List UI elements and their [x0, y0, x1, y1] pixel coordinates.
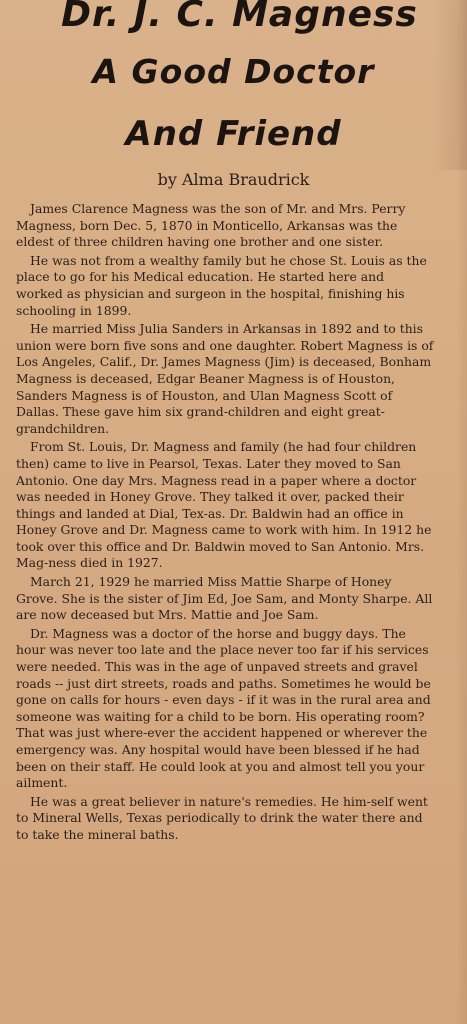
headline-line-3: And Friend: [125, 114, 342, 154]
paragraph-5: March 21, 1929 he married Miss Mattie Sharpe of Honey Grove. She is the sister of Jim Ed, Joe Sam, and Monty Sharpe. All are now deceased but Mrs. Mattie and Joe Sam.: [16, 574, 433, 623]
headline-line-2: A Good Doctor: [92, 52, 375, 91]
byline: by Alma Braudrick: [157, 170, 310, 189]
article-body: [16, 201, 434, 846]
paragraph-2: He was not from a wealthy family but he chose St. Louis as the place to go for his Medical education. He started here and worked as physician and surgeon in the hospital, finishing his schooling in 1899.: [16, 252, 427, 318]
headline-line-1: Dr. J. C. Magness: [61, 0, 418, 35]
paragraph-3: He married Miss Julia Sanders in Arkansas in 1892 and to this union were born five sons and one daughter. Robert Magness is of Los Angeles, Calif., Dr. James Magness (Jim) is deceased, Bonham Magness is deceased, Edgar Beaner Magness is of Houston, Sanders Magness is of Houston, and Ulan Magness Scott of Dallas. These gave him six grand-children and eight great-grandchildren.: [16, 321, 434, 436]
paragraph-4: From St. Louis, Dr. Magness and family (he had four children then) came to live in Pearsol, Texas. Later they moved to San Antonio. One day Mrs. Magness read in a paper where a doctor was needed in Honey Grove. They talked it over, packed their things and landed at Dial, Tex-as. Dr. Baldwin had an office in Honey Grove and Dr. Magness came to work with him. In 1912 he took over this office and Dr. Baldwin moved to San Antonio. Mrs. Mag-ness died in 1927.: [16, 439, 432, 571]
paragraph-1: James Clarence Magness was the son of Mr. and Mrs. Perry Magness, born Dec. 5, 1870 in Monticello, Arkansas was the eldest of three children having one brother and one sister.: [16, 201, 406, 250]
paragraph-6: Dr. Magness was a doctor of the horse and buggy days. The hour was never too late and the place never too far if his services were needed. This was in the age of unpaved streets and gravel roads -- just dirt streets, roads and paths. Sometimes he would be gone on calls for hours - even days - if it was in the rural area and someone was waiting for a child to be born. His operating room? That was just where-ever the accident happened or wherever the emergency was. Any hospital would have been blessed if he had been on their staff. He could look at you and almost tell you your ailment.: [16, 625, 431, 791]
paragraph-7: He was a great believer in nature's remedies. He him-self went to Mineral Wells, Texas periodically to drink the water there and to take the mineral baths.: [16, 793, 428, 842]
